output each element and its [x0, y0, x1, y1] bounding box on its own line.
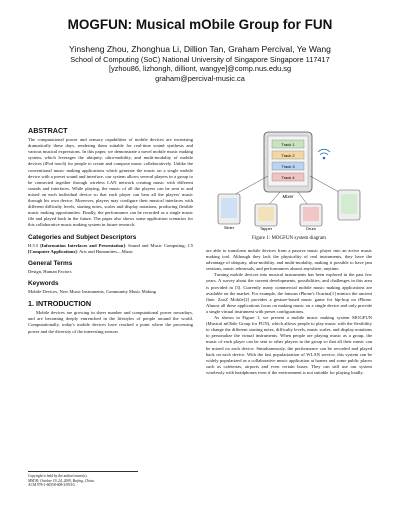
- slider-device: [218, 194, 240, 230]
- categories-text: [28, 243, 193, 255]
- drum-label: Drum: [306, 226, 316, 231]
- right-paragraph-3: As shown in Figure 1, we present a mobile music making system MOGFUN (Musical mObile Group for FUN), which allows people to play music with the flexibility to change the different starting notes, difficulty levels, music scales, and display notations to personalize the virtual instruments. When people are playing music as a group, the music of each player can be sent to other players in the group so that all their music can be mixed on each device. Simultaneously, the performance can be recorded and played back on each device. With the fast popularization of WLAN service, this system can be widely popularized as a collaborative music application at homes and some public places such as cafeterias, airports and even certain buses. They can still use our system wirelessly with headphones even if the environment is not suitable for playing loudly.: [206, 315, 372, 375]
- categories-bold-a: [Information Interfaces and Presentation]: [40, 242, 125, 248]
- author-names: Yinsheng Zhou, Zhonghua Li, Dillion Tan, Graham Percival, Ye Wang: [69, 44, 331, 54]
- intro-heading: 1. INTRODUCTION: [28, 299, 92, 309]
- system-diagram: [206, 126, 372, 231]
- abstract-heading: ABSTRACT: [28, 126, 68, 135]
- footnote-isbn: ACM 978-1-60558-608-3/09/10.: [28, 483, 76, 488]
- figure-caption: Figure 1: MOGFUN system diagram: [252, 236, 326, 241]
- author-affiliation: School of Computing (SoC) National University of Singapore Singapore 117417: [70, 54, 330, 64]
- author-block: [0, 45, 400, 83]
- footnote-venue: MM'09, October 19–24, 2009, Beijing, China.: [28, 478, 95, 483]
- footnote-copyright: Copyright is held by the author/owner(s).: [28, 474, 88, 478]
- right-paragraph-1: are able to transform mobile devices from a passive music player into an active music making tool. Although they lack the physicality of real instruments, they have the advantage of ubiquity, ultra-mobility, and multi-modality, making it possible to have jam sessions, music rehearsals, and performances almost anywhere, anytime.: [206, 248, 372, 272]
- system-diagram-figure: [206, 126, 372, 231]
- categories-part-b: : Sound and Music Computing; J.5: [124, 242, 194, 248]
- author-email-secondary: graham@percival-music.ca: [155, 73, 245, 83]
- copyright-footnote: [28, 471, 138, 488]
- wifi-icon: [318, 149, 330, 159]
- left-column: [28, 128, 193, 335]
- right-column: [206, 248, 372, 376]
- categories-bold-b: [Computer Applications]: [28, 248, 77, 254]
- general-terms-heading: General Terms: [28, 259, 73, 267]
- keywords-text: Mobile Devices, New Music Instruments, Community Music Making: [28, 289, 156, 295]
- intro-text: Mobile devices are growing in sheer number and computational power nowadays, and are becoming deeply entrenched in the lifestyles of people around the world. Computationally, today's mobile devices have reached a point where the processing power and the diversity of the interesting sensors: [28, 310, 193, 334]
- tapper-label: Tapper: [259, 226, 273, 231]
- author-emails: [yzhou86, lizhongh, dilliont, wangye]@comp.nus.edu.sg: [108, 64, 292, 74]
- track2-label: Track 2: [281, 153, 295, 158]
- paper-title: MOGFUN: Musical mObile Group for FUN: [67, 17, 333, 32]
- abstract-text: The computational power and sensory capabilities of mobile devices are increasing dramatically these days, rendering them suitable for real-time sound synthesis and various musical expressions. In this paper, we demonstrate a novel mobile music making system, which leverages the ubiquity, ultra-mobility, and multi-modality of mobile devices (iPod touch) for people to create and compose music collaboratively. Unlike the conventional music making applications which generate the music on a single mobile device with a preset sound and interface, our system allows several players in a group to be connected together through wireless LAN network creating music with different sounds and interfaces. While playing, the music of all the players can be sent to and mixed on each individual device so that each player can hear all the players' music through his own device. Moreover, players may configure their musical interfaces with different difficulty levels, starting notes, scales and display notations, producing flexible music making opportunities. Finally, the performance can be recorded as a single music file and played back in the future. The paper also shows some application scenarios for this collaborative music making system in future research.: [28, 137, 193, 228]
- general-terms-text: Design, Human Factors: [28, 268, 72, 274]
- slider-label: Slider: [223, 225, 235, 230]
- track4-label: Track 4: [281, 175, 295, 180]
- categories-part-c: : Arts and Humanities—Music: [76, 248, 134, 254]
- right-paragraph-2: Turning mobile devices into musical instruments has been explored in the past few years. A survey about the current developments, possibilities, and challenges in this area is provided in [3]. Currently many commercial mobile music making applications are available on the market. For example, the famous iPhone's Ocarina[1] mimics the ancient flute. ZooZ Mobile[2] provides a gesture-based music game for hip-hop on iPhone. Almost all these applications focus on making music on a single device and only provide a single virtual instrument with preset configurations.: [206, 272, 372, 314]
- categories-part-a: H.5.5: [28, 242, 41, 248]
- mixer-label: Mixer: [282, 194, 294, 199]
- tapper-device: [255, 204, 277, 231]
- mixer-device: [264, 132, 312, 199]
- player-device-right: [338, 190, 360, 220]
- track3-label: Track 3: [281, 164, 295, 169]
- drum-device: [300, 204, 322, 231]
- keywords-heading: Keywords: [28, 279, 59, 287]
- track1-label: Track 1: [281, 142, 295, 147]
- categories-heading: Categories and Subject Descriptors: [28, 233, 137, 241]
